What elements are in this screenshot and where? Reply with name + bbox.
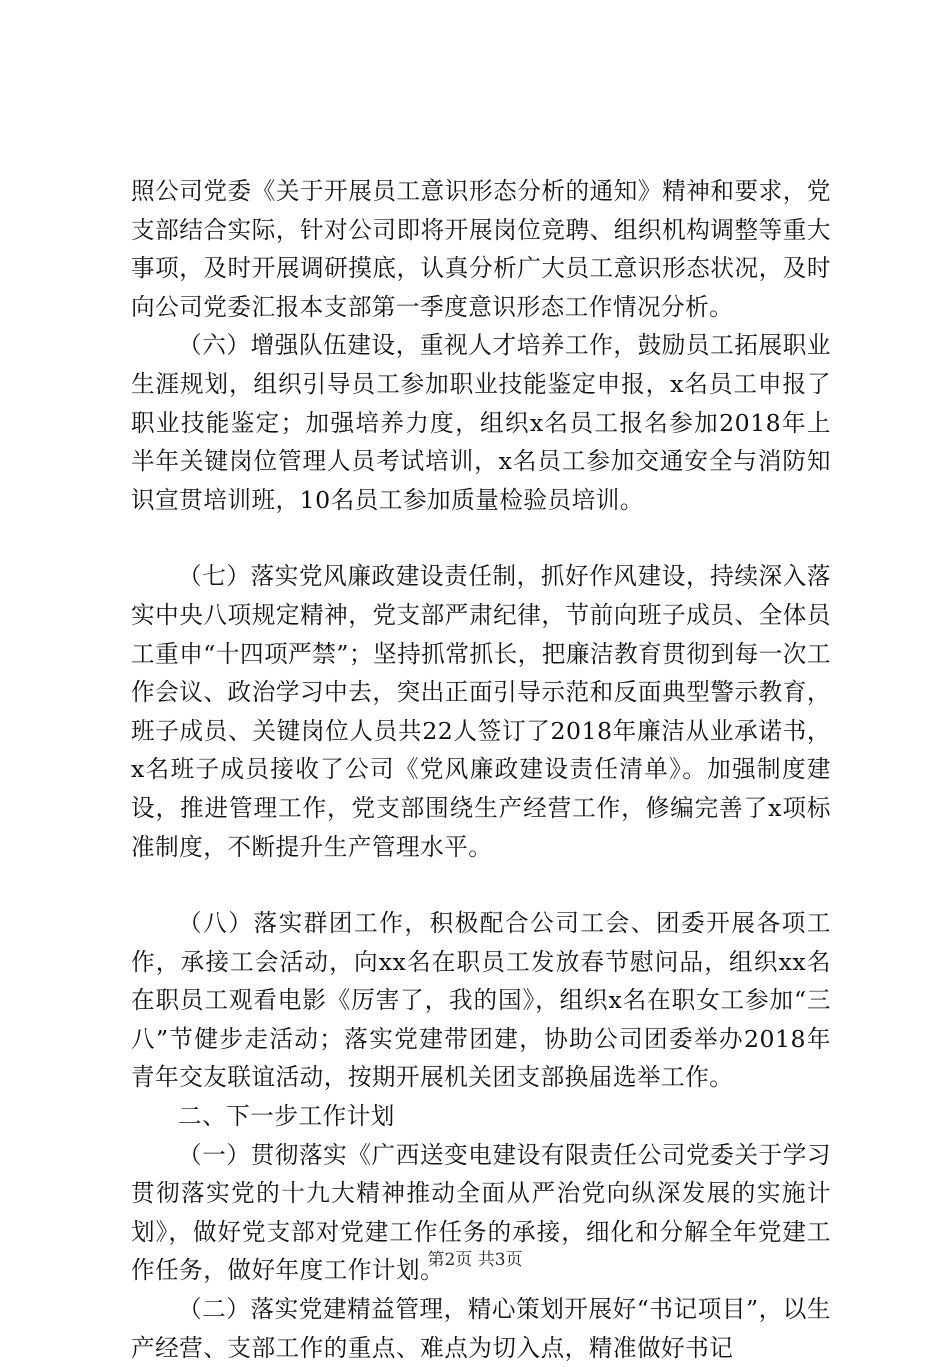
paragraph-continuation: 照公司党委《关于开展员工意识形态分析的通知》精神和要求，党支部结合实际，针对公司即将开展岗位竞聘、组织机构调整等重大事项，及时开展调研摸底，认真分析广大员工意识形态状况，及时向公司党委汇报本支部第一季度意识形态工作情况分析。 xyxy=(131,177,831,321)
document-body xyxy=(131,172,831,1367)
section-heading-next-plan: 二、下一步工作计划 xyxy=(178,1102,395,1131)
page-footer: 第2页 共3页 xyxy=(427,1250,523,1270)
paragraph-six: （六）增强队伍建设，重视人才培养工作，鼓励员工拓展职业生涯规划，组织引导员工参加职业技能鉴定申报，x名员工申报了职业技能鉴定；加强培养力度，组织x名员工报名参加2018年上半年关键岗位管理人员考试培训，x名员工参加交通安全与消防知识宣贯培训班，10名员工参加质量检验员培训。 xyxy=(131,331,831,514)
paragraph-plan-one: （一）贯彻落实《广西送变电建设有限责任公司党委关于学习贯彻落实党的十九大精神推动全面从严治党向纵深发展的实施计划》，做好党支部对党建工作任务的承接，细化和分解全年党建工作任务，做好年度工作计划。 xyxy=(131,1140,831,1285)
paragraph-plan-two: （二）落实党建精益管理，精心策划开展好“书记项目”，以生产经营、支部工作的重点、难点为切入点，精准做好书记 xyxy=(131,1295,831,1362)
paragraph-eight: （八）落实群团工作，积极配合公司工会、团委开展各项工作，承接工会活动，向xx名在职员工发放春节慰问品，组织xx名在职员工观看电影《厉害了，我的国》，组织x名在职女工参加“三八”节健步走活动；落实党建带团建，协助公司团委举办2018年青年交友联谊活动，按期开展机关团支部换届选举工作。 xyxy=(131,909,831,1092)
paragraph-seven: （七）落实党风廉政建设责任制，抓好作风建设，持续深入落实中央八项规定精神，党支部严肃纪律，节前向班子成员、全体员工重申“十四项严禁”；坚持抓常抓长，把廉洁教育贯彻到每一次工作会议、政治学习中去，突出正面引导示范和反面典型警示教育，班子成员、关键岗位人员共22人签订了2018年廉洁从业承诺书，x名班子成员接收了公司《党风廉政建设责任清单》。加强制度建设，推进管理工作，党支部围绕生产经营工作，修编完善了x项标准制度，不断提升生产管理水平。 xyxy=(131,562,831,861)
paragraph-spacer xyxy=(131,519,831,557)
paragraph-spacer xyxy=(131,866,831,904)
